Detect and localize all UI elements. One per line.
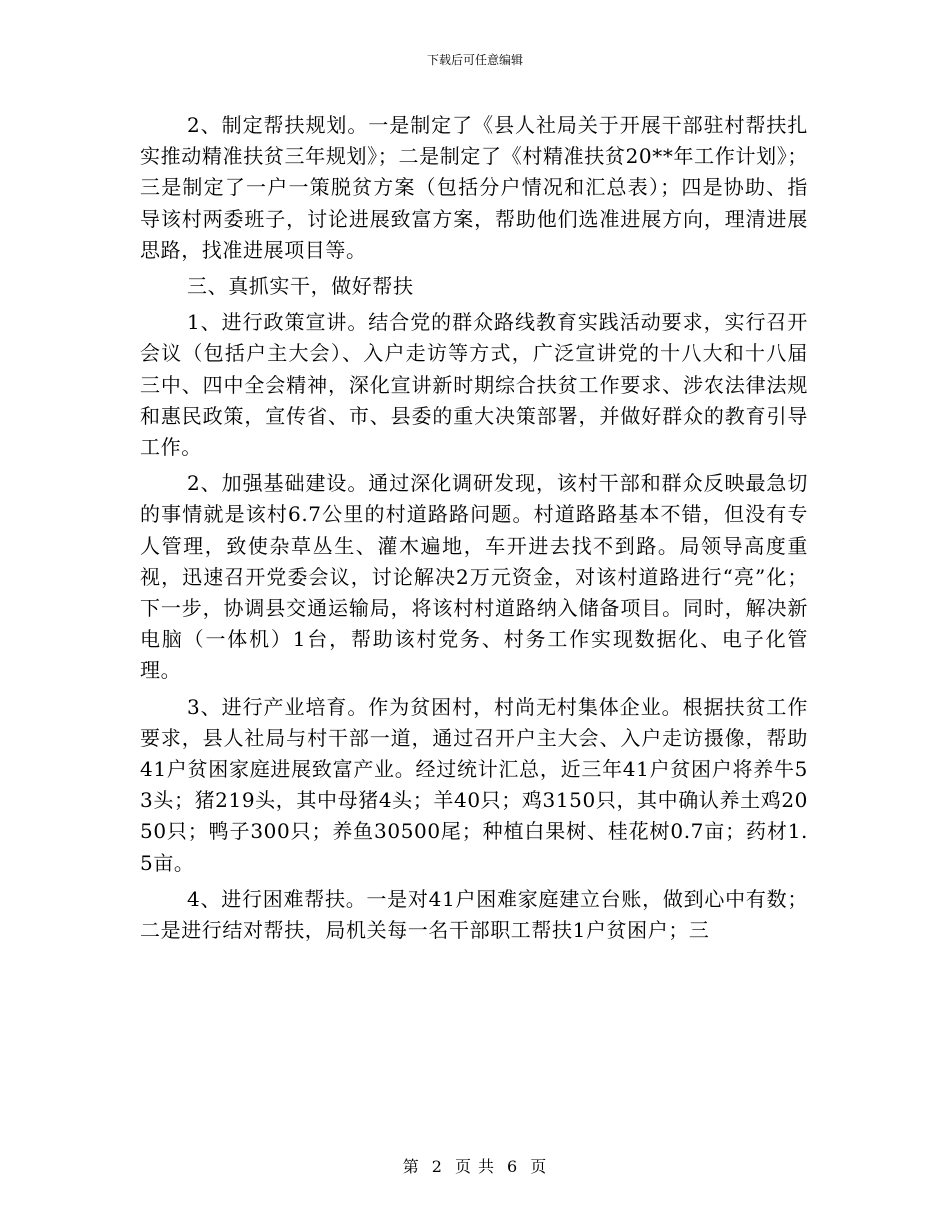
- footer-suffix: 页: [530, 1157, 548, 1176]
- paragraph-plan: 2、制定帮扶规划。一是制定了《县人社局关于开展干部驻村帮扶扎实推动精准扶贫三年规划》；二是制定了《村精准扶贫20**年工作计划》；三是制定了一户一策脱贫方案（包括分户情况和汇总表）；四是协助、指导该村两委班子，讨论进展致富方案，帮助他们选准进展方向，理清进展思路，找准进展项目等。: [140, 113, 808, 262]
- footer-prefix: 第: [402, 1157, 420, 1176]
- paragraph-assistance: 4、进行困难帮扶。一是对41户困难家庭建立台账，做到心中有数；二是进行结对帮扶，局机关每一名干部职工帮扶1户贫困户；三: [140, 886, 808, 943]
- paragraph-policy: 1、进行政策宣讲。结合党的群众路线教育实践活动要求，实行召开会议（包括户主大会）、入户走访等方式，广泛宣讲党的十八大和十八届三中、四中全会精神，深化宣讲新时期综合扶贫工作要求、涉农法律法规和惠民政策，宣传省、市、县委的重大决策部署，并做好群众的教育引导工作。: [140, 310, 808, 460]
- page-header: [0, 52, 950, 68]
- footer-middle: 页 共: [454, 1157, 496, 1176]
- paragraph-industry: 3、进行产业培育。作为贫困村，村尚无村集体企业。根据扶贫工作要求，县人社局与村干部一道，通过召开户主大会、入户走访摄像，帮助41户贫困家庭进展致富产业。经过统计汇总，近三年41户贫困户将养牛53头；猪219头，其中母猪4头；羊40只；鸡3150只，其中确认养土鸡2050只；鸭子300只；养鱼30500尾；种植白果树、桂花树0.7亩；药材1.5亩。: [140, 694, 808, 875]
- paragraph-infrastructure: 2、加强基础建设。通过深化调研发现，该村干部和群众反映最急切的事情就是该村6.7公里的村道路路问题。村道路路基本不错，但没有专人管理，致使杂草丛生、灌木遍地，车开进去找不到路。局领导高度重视，迅速召开党委会议，讨论解决2万元资金，对该村道路进行“亮”化；下一步，协调县交通运输局，将该村村道路纳入储备项目。同时，解决新电脑（一体机）1台，帮助该村党务、村务工作实现数据化、电子化管理。: [140, 471, 808, 683]
- footer-current-page: 2: [431, 1157, 443, 1176]
- document-body: [140, 110, 808, 951]
- footer-total-pages: 6: [507, 1157, 519, 1176]
- header-text: 下载后可任意编辑: [426, 53, 523, 67]
- page-footer: [0, 1157, 950, 1177]
- section-heading-3: 三、真抓实干，做好帮扶: [187, 274, 414, 299]
